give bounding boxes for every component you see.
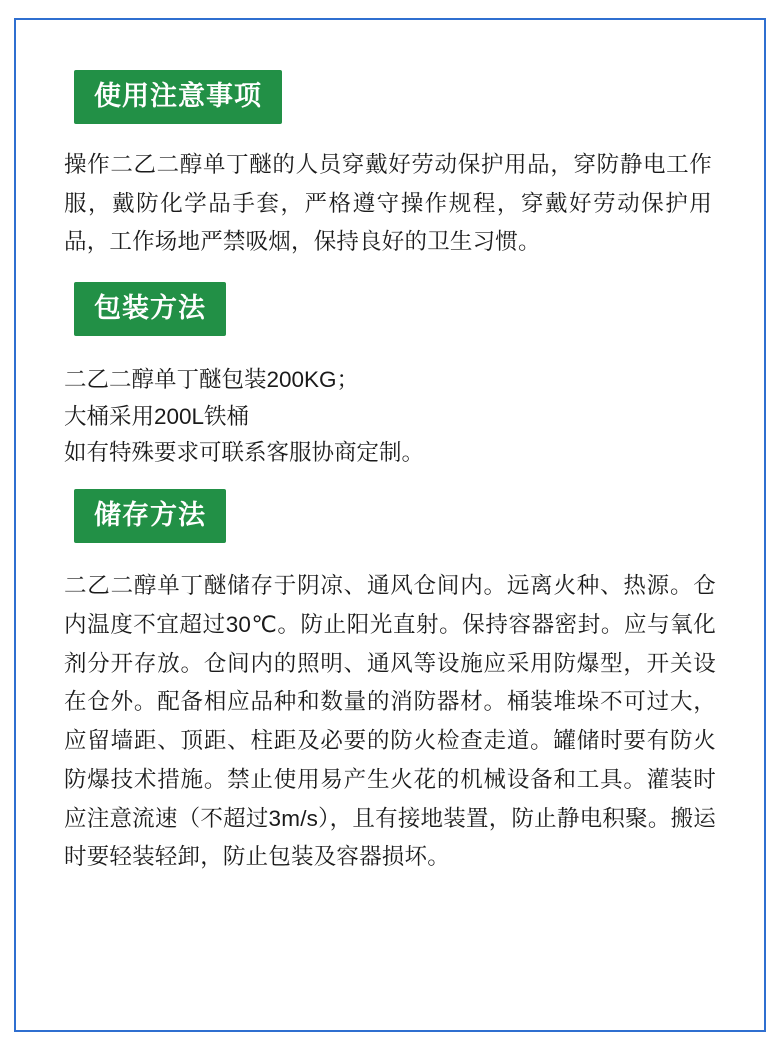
section-body-package <box>64 362 716 471</box>
section-body-usage: 操作二乙二醇单丁醚的人员穿戴好劳动保护用品，穿防静电工作服，戴防化学品手套，严格遵守操作规程，穿戴好劳动保护用品，工作场地严禁吸烟，保持良好的卫生习惯。 <box>64 152 712 255</box>
section-storage <box>64 477 716 877</box>
section-heading-usage: 使用注意事项 <box>74 70 282 124</box>
section-body-storage: 二乙二醇单丁醚储存于阴凉、通风仓间内。远离火种、热源。仓内温度不宜超过30℃。防止阳光直射。保持容器密封。应与氧化剂分开存放。仓间内的照明、通风等设施应采用防爆型，开关设在仓外。配备相应品种和数量的消防器材。桶装堆垛不可过大，应留墙距、顶距、柱距及必要的防火检查走道。罐储时要有防火防爆技术措施。禁止使用易产生火花的机械设备和工具。灌装时应注意流速（不超过3m/s），且有接地装置，防止静电积聚。搬运时要轻装轻卸，防止包装及容器损坏。 <box>64 573 716 870</box>
content-frame <box>14 18 766 1032</box>
package-line: 如有特殊要求可联系客服协商定制。 <box>64 439 425 465</box>
section-package <box>64 268 716 471</box>
section-heading-storage: 储存方法 <box>74 489 226 543</box>
package-line: 大桶采用200L铁桶 <box>64 403 250 429</box>
section-usage <box>64 64 716 262</box>
section-heading-package: 包装方法 <box>74 282 226 336</box>
package-line: 二乙二醇单丁醚包装200KG； <box>64 367 360 393</box>
